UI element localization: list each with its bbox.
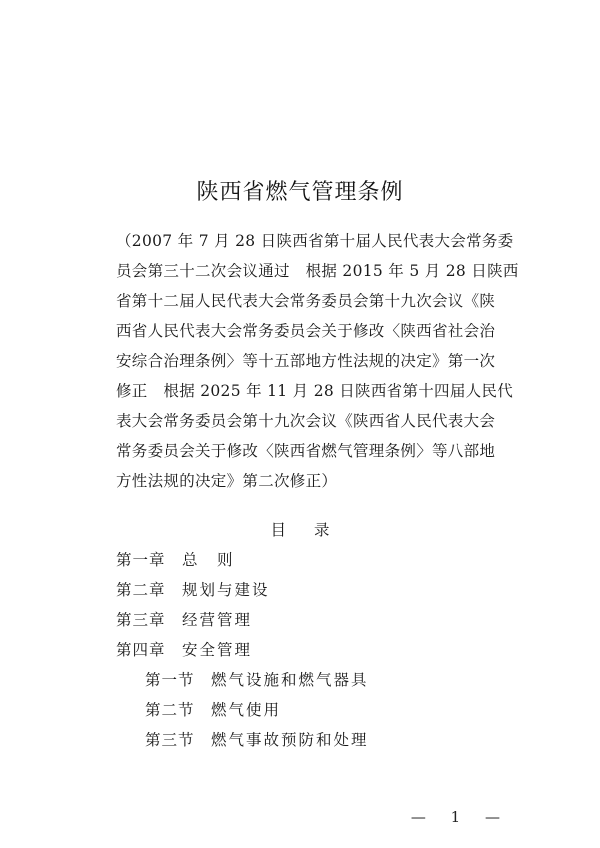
preamble-line: 常务委员会关于修改〈陕西省燃气管理条例〉等八部地 — [116, 442, 496, 460]
toc-chapter-4 — [116, 635, 516, 665]
chapter-number: 第四章 — [116, 641, 166, 659]
section-name: 燃气设施和燃气器具 — [211, 671, 369, 689]
chapter-number: 第三章 — [116, 611, 166, 629]
preamble-line: 表大会常务委员会第十九次会议《陕西省人民代表大会 — [116, 412, 496, 430]
section-name: 燃气事故预防和处理 — [211, 731, 369, 749]
preamble-line: 西省人民代表大会常务委员会关于修改〈陕西省社会治 — [116, 322, 496, 340]
adoption-preamble — [116, 226, 519, 496]
toc-chapter-1 — [116, 545, 516, 575]
chapter-name: 总 则 — [182, 551, 235, 569]
toc-section-3 — [116, 725, 516, 755]
chapter-number: 第二章 — [116, 581, 166, 599]
chapter-name: 经营管理 — [182, 611, 253, 629]
chapter-name: 安全管理 — [182, 641, 253, 659]
preamble-line: 修正 根据 2025 年 11 月 28 日陕西省第十四届人民代 — [116, 382, 514, 400]
section-name: 燃气使用 — [211, 701, 282, 719]
chapter-number: 第一章 — [116, 551, 166, 569]
preamble-line: 方性法规的决定》第二次修正） — [116, 472, 338, 490]
section-number: 第三节 — [145, 731, 195, 749]
document-title: 陕西省燃气管理条例 — [196, 179, 404, 205]
toc-chapter-3 — [116, 605, 516, 635]
chapter-name: 规划与建设 — [182, 581, 270, 599]
toc-section-1 — [116, 665, 516, 695]
preamble-line: （2007 年 7 月 28 日陕西省第十届人民代表大会常务委 — [116, 232, 514, 250]
section-number: 第二节 — [145, 701, 195, 719]
toc-section-2 — [116, 695, 516, 725]
table-of-contents — [116, 545, 516, 755]
toc-heading: 目录 — [270, 521, 358, 539]
preamble-line: 员会第三十二次会议通过 根据 2015 年 5 月 28 日陕西 — [116, 262, 519, 280]
toc-chapter-2 — [116, 575, 516, 605]
preamble-line: 安综合治理条例〉等十五部地方性法规的决定》第一次 — [116, 352, 496, 370]
preamble-line: 省第十二届人民代表大会常务委员会第十九次会议《陕 — [116, 292, 496, 310]
section-number: 第一节 — [145, 671, 195, 689]
page-number: — 1 — — [410, 808, 510, 826]
